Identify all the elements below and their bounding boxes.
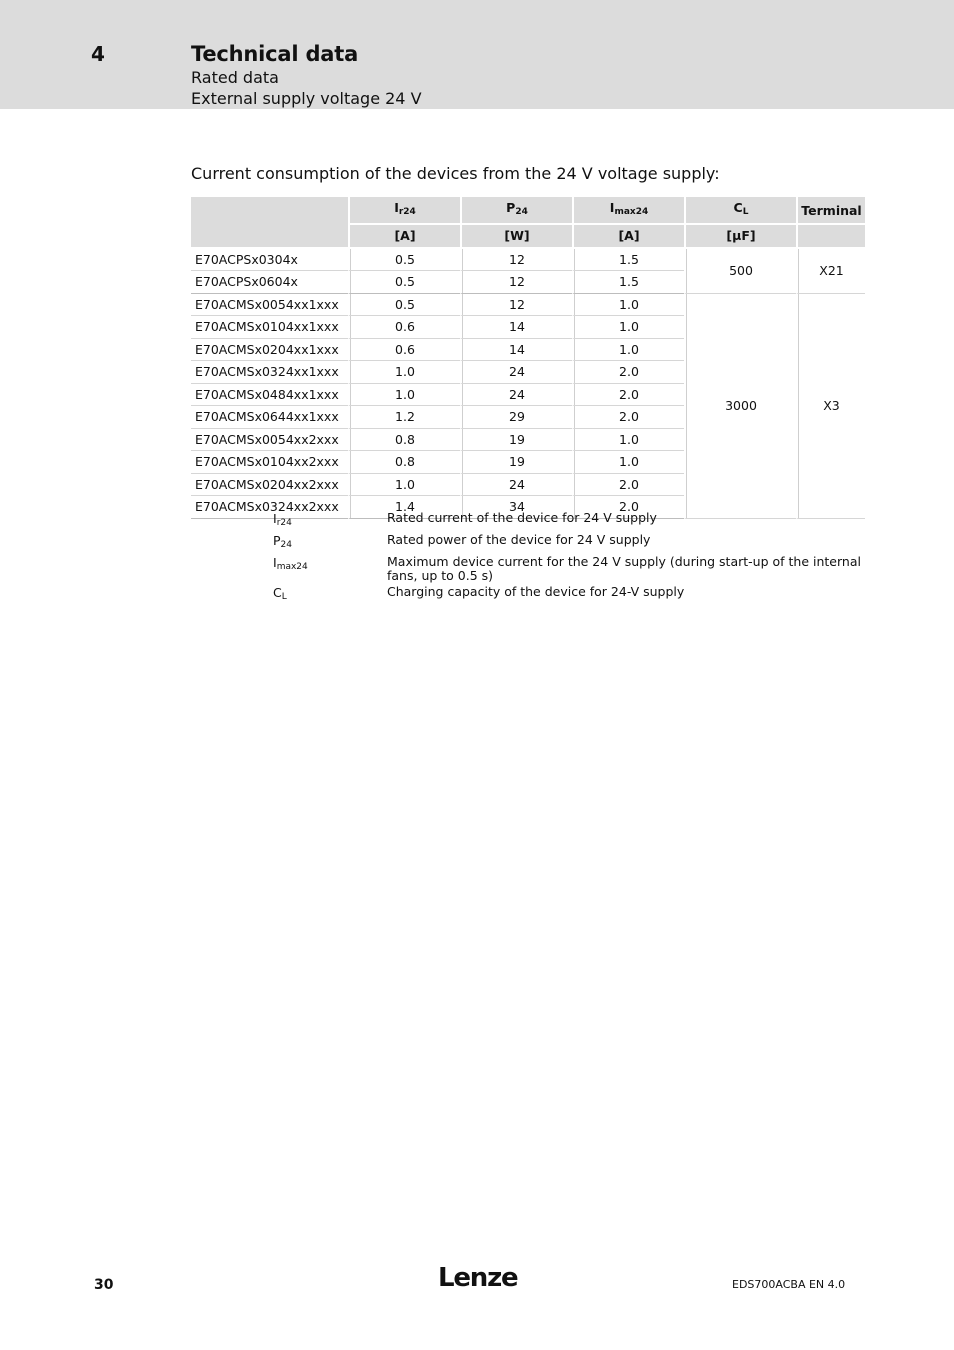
legend-symbol: $P_{24}$	[273, 533, 292, 550]
p24-cell: 14	[460, 339, 572, 362]
ir24-cell: 0.5	[348, 294, 460, 317]
current-consumption-table	[191, 197, 865, 519]
p24-cell: 24	[460, 384, 572, 407]
device-type-cell: E70ACMSx0484xx1xxx	[191, 384, 348, 407]
imax24-cell: 2.0	[572, 474, 684, 497]
ir24-cell: 1.0	[348, 384, 460, 407]
p24-cell: 19	[460, 429, 572, 452]
device-type-cell: E70ACMSx0104xx1xxx	[191, 316, 348, 339]
ir24-cell: 0.8	[348, 429, 460, 452]
header-blank-cell	[191, 197, 348, 249]
imax24-cell: 2.0	[572, 406, 684, 429]
device-type-cell: E70ACMSx0644xx1xxx	[191, 406, 348, 429]
legend-item	[273, 585, 863, 605]
p24-cell: 29	[460, 406, 572, 429]
unit-imax24: [A]	[572, 225, 684, 249]
legend-description: Charging capacity of the device for 24-V supply	[387, 584, 685, 599]
p24-cell: 19	[460, 451, 572, 474]
device-type-cell: E70ACMSx0324xx2xxx	[191, 496, 348, 519]
ir24-cell: 1.4	[348, 496, 460, 519]
intro-text: Current consumption of the devices from the 24 V voltage supply:	[191, 164, 720, 183]
device-type-cell: E70ACMSx0324xx1xxx	[191, 361, 348, 384]
legend-item	[273, 555, 863, 583]
ir24-cell: 0.6	[348, 339, 460, 362]
device-type-cell: E70ACMSx0054xx1xxx	[191, 294, 348, 317]
header-ir24: $I_{r24}$	[348, 197, 460, 225]
device-type-cell: E70ACMSx0054xx2xxx	[191, 429, 348, 452]
p24-cell: 24	[460, 474, 572, 497]
subsection-subtitle: External supply voltage 24 V	[191, 89, 422, 108]
p24-cell: 12	[460, 271, 572, 294]
terminal-cell: X21	[796, 249, 865, 294]
unit-ir24: [A]	[348, 225, 460, 249]
imax24-cell: 1.0	[572, 294, 684, 317]
header-cl: $C_L$	[684, 197, 796, 225]
imax24-cell: 1.5	[572, 271, 684, 294]
ir24-cell: 1.2	[348, 406, 460, 429]
device-type-cell: E70ACMSx0104xx2xxx	[191, 451, 348, 474]
legend-symbol: $I_{r24}$	[273, 511, 292, 528]
page-title: Technical data	[191, 42, 359, 66]
terminal-cell: X3	[796, 294, 865, 519]
ir24-cell: 1.0	[348, 361, 460, 384]
lenze-logo: Lenze	[438, 1263, 518, 1293]
ir24-cell: 0.5	[348, 271, 460, 294]
header-terminal: Terminal	[796, 197, 865, 225]
legend	[273, 511, 863, 607]
p24-cell: 12	[460, 294, 572, 317]
legend-item	[273, 533, 863, 553]
device-type-cell: E70ACPSx0604x	[191, 271, 348, 294]
device-type-cell: E70ACMSx0204xx2xxx	[191, 474, 348, 497]
page-number: 30	[94, 1277, 114, 1293]
imax24-cell: 1.0	[572, 339, 684, 362]
legend-description: Rated current of the device for 24 V supply	[387, 510, 657, 525]
p24-cell: 34	[460, 496, 572, 519]
unit-terminal	[796, 225, 865, 249]
chapter-number: 4	[91, 42, 105, 66]
header-band	[0, 0, 954, 109]
table-row	[191, 249, 865, 272]
ir24-cell: 1.0	[348, 474, 460, 497]
table-row	[191, 294, 865, 317]
table-header-row	[191, 197, 865, 225]
imax24-cell: 1.0	[572, 451, 684, 474]
imax24-cell: 2.0	[572, 361, 684, 384]
cl-cell: 3000	[684, 294, 796, 519]
ir24-cell: 0.8	[348, 451, 460, 474]
legend-symbol: $I_{max24}$	[273, 555, 308, 572]
ir24-cell: 0.5	[348, 249, 460, 272]
legend-description: Rated power of the device for 24 V supply	[387, 532, 651, 547]
ir24-cell: 0.6	[348, 316, 460, 339]
unit-p24: [W]	[460, 225, 572, 249]
legend-symbol: $C_L$	[273, 585, 287, 602]
p24-cell: 14	[460, 316, 572, 339]
imax24-cell: 1.0	[572, 316, 684, 339]
cl-cell: 500	[684, 249, 796, 294]
header-imax24: $I_{max24}$	[572, 197, 684, 225]
imax24-cell: 1.5	[572, 249, 684, 272]
p24-cell: 24	[460, 361, 572, 384]
device-type-cell: E70ACPSx0304x	[191, 249, 348, 272]
legend-item	[273, 511, 863, 531]
document-id: EDS700ACBA EN 4.0	[732, 1278, 846, 1291]
device-type-cell: E70ACMSx0204xx1xxx	[191, 339, 348, 362]
imax24-cell: 2.0	[572, 384, 684, 407]
p24-cell: 12	[460, 249, 572, 272]
imax24-cell: 1.0	[572, 429, 684, 452]
section-subtitle: Rated data	[191, 68, 279, 87]
legend-description: Maximum device current for the 24 V supply (during start-up of the internal fans, up to 0.5 s)	[387, 554, 861, 583]
header-p24: $P_{24}$	[460, 197, 572, 225]
unit-cl: [µF]	[684, 225, 796, 249]
imax24-cell: 2.0	[572, 496, 684, 519]
